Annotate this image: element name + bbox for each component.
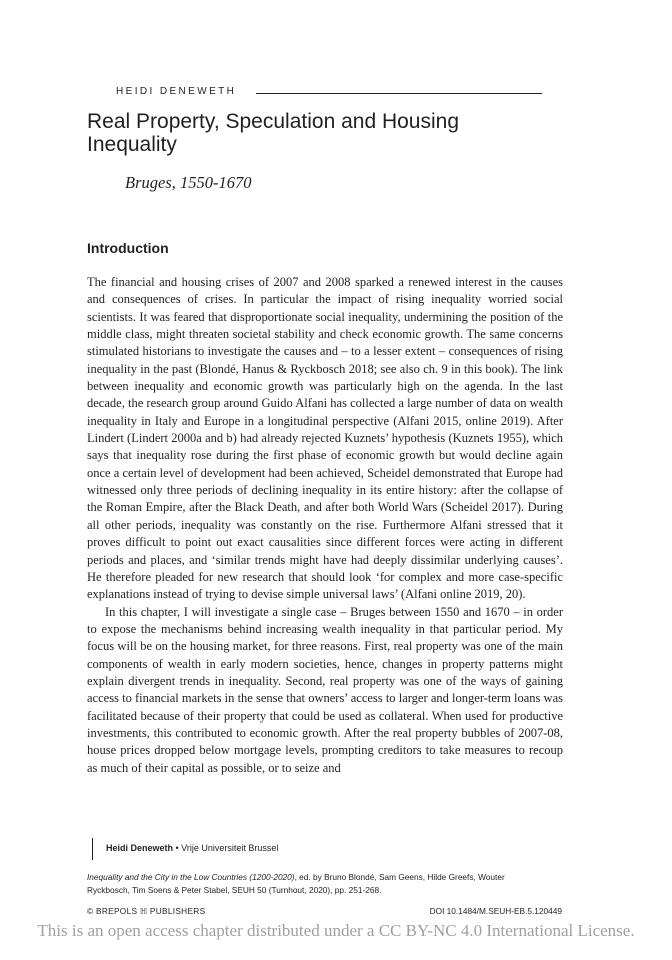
author-affiliation — [106, 843, 278, 853]
header-rule — [256, 93, 542, 94]
publisher-copyright: © BREPOLS ℍ PUBLISHERS — [87, 906, 206, 916]
affiliation-bar — [92, 838, 93, 860]
affiliation-name: Heidi Deneweth — [106, 843, 174, 853]
chapter-title: Real Property, Speculation and Housing Inequality — [87, 110, 460, 156]
section-heading: Introduction — [87, 240, 169, 256]
citation-book-title: Inequality and the City in the Low Countries (1200-2020) — [87, 872, 295, 882]
doi: DOI 10.1484/M.SEUH-EB.5.120449 — [429, 906, 562, 916]
body-text — [87, 274, 563, 777]
affiliation-institution: Vrije Universiteit Brussel — [181, 843, 279, 853]
chapter-subtitle: Bruges, 1550-1670 — [125, 173, 252, 192]
citation — [87, 871, 527, 897]
paragraph-1: The financial and housing crises of 2007 and 2008 sparked a renewed interest in the causes and consequences of crises. In particular the impact of rising inequality worried social scientists. It was feared that disproportionate social inequality, undermining the position of the middle class, might threaten societal stability and check economic growth. The same concerns stimulated historians to investigate the causes and – to a lesser extent – consequences of rising inequality in the past (Blondé, Hanus & Ryckbosch 2018; see also ch. 9 in this book). The link between inequality and economic growth was particularly high on the agenda. In the last decade, the research group around Guido Alfani has collected a large number of data on wealth inequality in Italy and Europe in a longitudinal perspective (Alfani 2015, online 2019). After Lindert (Lindert 2000a and b) had already rejected Kuznets’ hypothesis (Kuznets 1955), which says that inequality rose during the first phase of economic growth but would decline again once a certain level of development had been achieved, Scheidel demonstrated that Europe had witnessed only three periods of declining inequality in its entire history: after the collapse of the Roman Empire, after the Black Death, and after both World Wars (Scheidel 2017). During all other periods, inequality was constantly on the rise. Furthermore Alfani stressed that it proves difficult to point out exact causalities since different forces were acting in different periods and places, and ‘similar trends might have had deeply dissimilar underlying causes’. He therefore pleaded for new research that should look ‘for complex and more case-specific explanations instead of trying to devise simple universal laws’ (Alfani online 2019, 20). — [87, 275, 563, 602]
affiliation-separator: • — [173, 843, 182, 853]
license-notice: This is an open access chapter distributed under a CC BY-NC 4.0 International License. — [37, 921, 635, 940]
running-author: HEIDI DENEWETH — [116, 86, 237, 97]
citation-details: , ed. by Bruno Blondé, Sam Geens, Hilde Greefs, Wouter Ryckbosch, Tim Soens & Peter Stabel, SEUH 50 (Turnhout, 2020), pp. 251-268. — [87, 872, 505, 895]
paragraph-2: In this chapter, I will investigate a single case – Bruges between 1550 and 1670 – in order to expose the mechanisms behind increasing wealth inequality in that particular period. My focus will be on the housing market, for three reasons. First, real property was one of the main components of wealth in early modern societies, hence, changes in property patterns might explain divergent trends in inequality. Second, real property was one of the ways of gaining access to financial markets in the sense that owners’ access to larger and longer-term loans was facilitated because of their property that could be used as collateral. When used for productive investments, this contributed to economic growth. After the real property bubbles of 2007-08, house prices dropped below mortgage levels, prompting creditors to take measures to recoup as much of their capital as possible, or to seize and — [87, 604, 563, 775]
